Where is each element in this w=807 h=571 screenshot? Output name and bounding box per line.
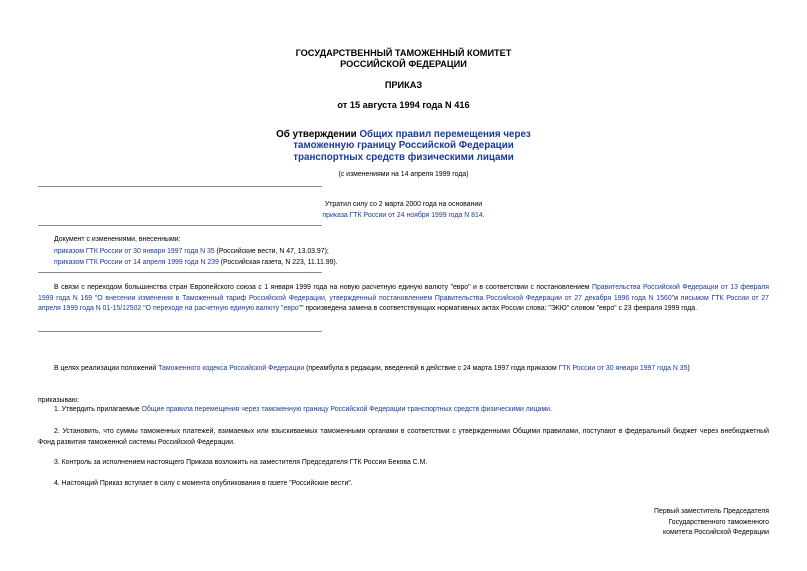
- preamble-text-2: (преамбула в редакции, введенной в действие с 24 марта 1997 года приказом: [304, 365, 559, 372]
- amended-note: (с изменениями на 14 апреля 1999 года): [338, 171, 469, 178]
- signature: [654, 507, 769, 539]
- changes-link-2[interactable]: приказом ГТК России от 14 апреля 1999 года N 239: [54, 259, 219, 267]
- divider: [38, 225, 322, 226]
- changes-block: [54, 235, 754, 269]
- euro-link-1[interactable]: Правительства Российской Федерации от 13 февраля 1999 года N 169: [38, 284, 769, 302]
- doc-type: ПРИКАЗ: [384, 80, 423, 90]
- euro-text-4: " произведена замена в соответствующих нормативных актах России слова: "ЭКЮ" словом "евро" с 23 февраля 1999 года.: [301, 305, 698, 313]
- signature-line-2: Государственного таможенного: [668, 518, 769, 526]
- signature-line-3: комитета Российской Федерации: [663, 529, 769, 537]
- divider: [38, 272, 322, 273]
- preamble-link-2[interactable]: ГТК России от 30 января 1997 года N 35: [558, 365, 688, 372]
- item-3: 3. Контроль за исполнением настоящего Приказа возложить на заместителя Председателя ГТК России Бекова С.М.: [54, 459, 428, 466]
- item-1: [54, 405, 784, 416]
- header-line2: РОССИЙСКОЙ ФЕДЕРАЦИИ: [340, 59, 467, 69]
- euro-link-3[interactable]: письмом ГТК России от 27 апреля 1999 года N 01-15/12502 "О переходе на расчетную единую валюту "евро": [38, 294, 770, 313]
- changes-intro: Документ с изменениями, внесенными:: [54, 236, 181, 243]
- invalid-note: [200, 200, 607, 221]
- header-line1: ГОСУДАРСТВЕННЫЙ ТАМОЖЕННЫЙ КОМИТЕТ: [295, 48, 512, 58]
- euro-link-2[interactable]: "О внесении изменения в Таможенный тариф Российской Федерации, утвержденный постановлением Правительства Российской Федерации от 27 декабря 1996 года N 1560": [94, 294, 675, 302]
- preamble-text-1: В целях реализации положений: [54, 365, 159, 372]
- doc-date-number: от 15 августа 1994 года N 416: [337, 100, 470, 110]
- changes-tail-1: (Российские вести, N 47, 13.03.97);: [214, 247, 329, 255]
- preamble-text-3: ): [687, 365, 690, 372]
- changes-link-1[interactable]: приказом ГТК России от 30 января 1997 года N 35: [54, 247, 215, 255]
- divider: [38, 186, 322, 187]
- preamble-link-1[interactable]: Таможенного кодекса Российской Федерации: [158, 365, 305, 372]
- title-prefix: Об утверждении: [276, 129, 360, 140]
- title-link-1[interactable]: Общих правил перемещения через: [359, 129, 531, 140]
- signature-line-1: Первый заместитель Председателя: [654, 508, 769, 515]
- euro-text-3: и: [674, 294, 681, 302]
- invalid-note-link[interactable]: приказа ГТК России от 24 ноября 1999 года N 814: [322, 211, 483, 219]
- order-word: приказываю:: [38, 397, 79, 404]
- title-link-3[interactable]: транспортных средств физическими лицами: [293, 151, 514, 163]
- item-2: 2. Установить, что суммы таможенных платежей, взимаемых или взыскиваемых таможенными органами в соответствии с утвержденными Общими правилами, поступают в федеральный бюджет через внебюджетный Фонд развития таможенной системы Российской Федерации.: [38, 428, 769, 446]
- item-1-text: 1. Утвердить прилагаемые: [54, 406, 142, 413]
- doc-title: [0, 129, 807, 163]
- euro-text-1: В связи с переходом большинства стран Европейского союза с 1 января 1999 года на новую расчетную единую валюту "евро" и в соответствии с постановлением: [54, 284, 593, 291]
- item-1-tail: .: [550, 406, 552, 413]
- title-link-2[interactable]: таможенную границу Российской Федерации: [293, 140, 514, 152]
- changes-tail-2: (Российская газета, N 223, 11.11.99).: [218, 259, 338, 267]
- euro-note: [38, 283, 769, 315]
- item-4: 4. Настоящий Приказ вступает в силу с момента опубликования в газете "Российские вести".: [54, 480, 353, 487]
- divider: [38, 331, 322, 332]
- item-1-link[interactable]: Общие правила перемещения через таможенную границу Российской Федерации транспортных средств физическими лицами: [141, 406, 551, 413]
- invalid-note-tail: .: [482, 211, 485, 219]
- header-org: [0, 48, 807, 70]
- preamble: [54, 364, 784, 375]
- invalid-note-text: Утратил силу со 2 марта 2000 года на основании: [324, 201, 483, 208]
